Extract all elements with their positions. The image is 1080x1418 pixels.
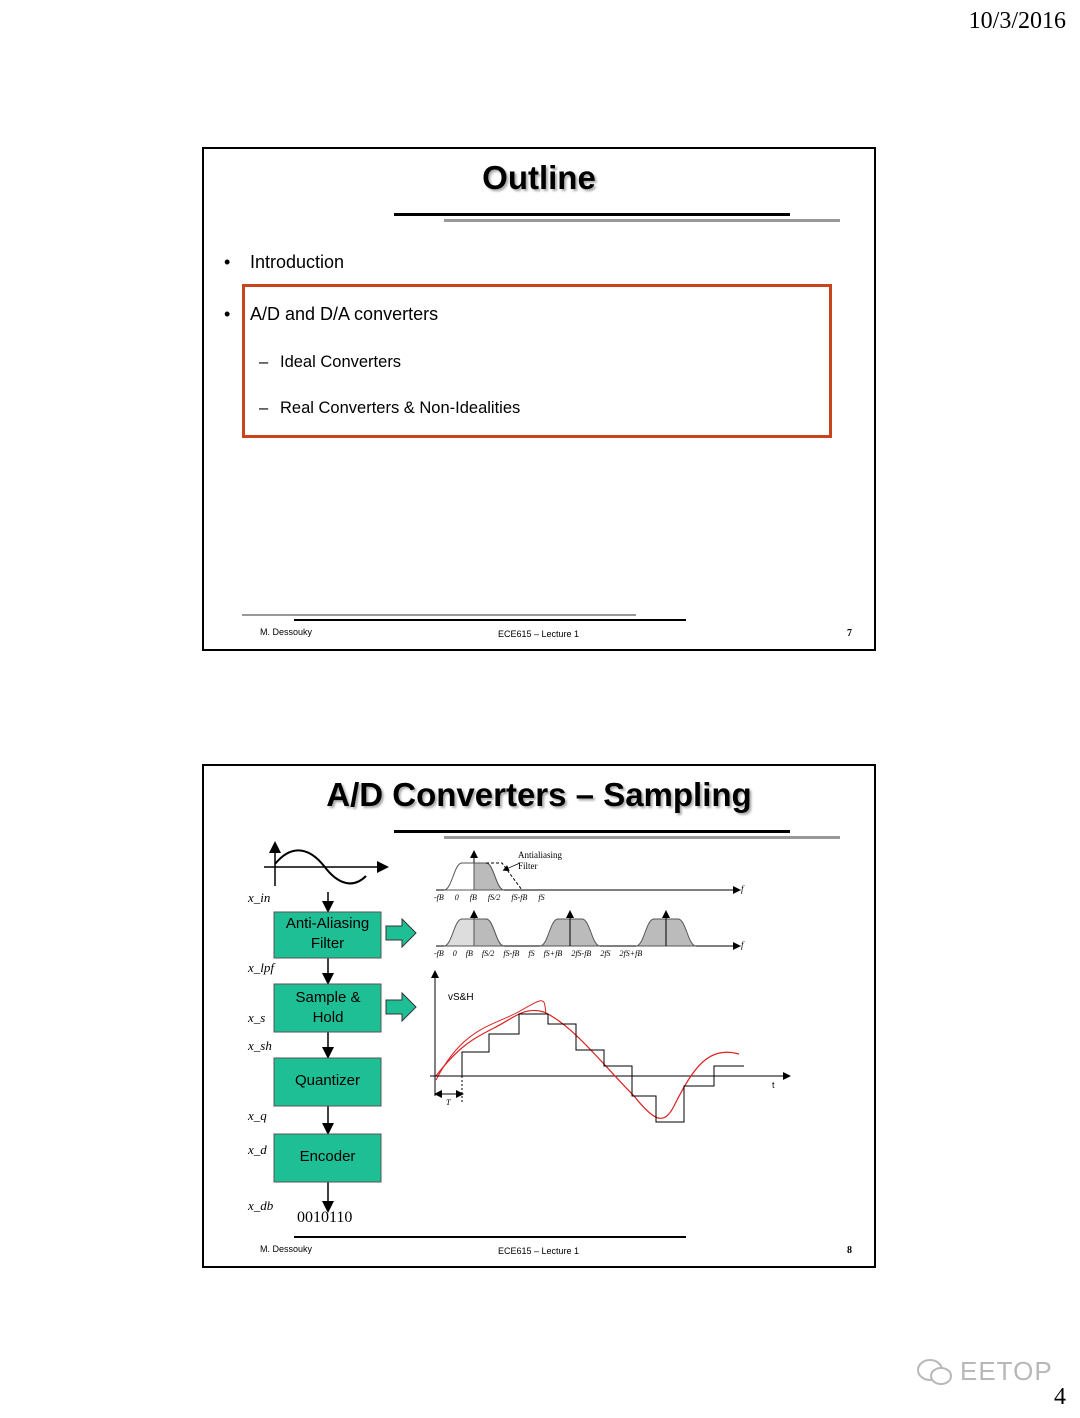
encoder-label: Encoder	[299, 1148, 356, 1165]
quantizer-label: Quantizer	[294, 1072, 361, 1089]
slide-number: 7	[847, 628, 852, 639]
page-date: 10/3/2016	[968, 8, 1066, 34]
title-underline	[394, 213, 790, 216]
bullet-mark: •	[224, 252, 231, 272]
sample-hold-label: Sample & Hold	[295, 989, 361, 1026]
page-number: 4	[1054, 1384, 1066, 1410]
slide-title: Outline	[482, 159, 596, 196]
spectrum-top-ticks: -fB 0 fB fS/2 fS-fB fS	[434, 893, 545, 902]
signal-xsh: x_sh	[248, 1038, 272, 1053]
signal-xd: x_d	[248, 1142, 267, 1157]
footer-line	[294, 619, 686, 621]
footer-author: M. Dessouky	[260, 627, 313, 637]
anti-aliasing-label: Anti-Aliasing Filter	[285, 915, 370, 952]
slide-sampling	[202, 764, 876, 1268]
slide-title: A/D Converters – Sampling	[326, 776, 752, 813]
highlight-box	[242, 284, 832, 438]
spectrum-bottom-ticks: -fB 0 fB fS/2 fS-fB fS fS+fB 2fS-fB 2fS 2fS+fB	[434, 949, 643, 958]
signal-xs: x_s	[248, 1010, 266, 1025]
input-waveform-icon	[264, 844, 386, 886]
sh-xlabel: t	[772, 1080, 775, 1090]
arrow-right-icon	[386, 993, 416, 1021]
sh-ylabel: vS&H	[448, 992, 474, 1003]
subbullet-real: Real Converters & Non-Idealities	[280, 399, 521, 417]
bullet-introduction: Introduction	[250, 252, 345, 272]
footer-line-shadow	[242, 614, 636, 616]
footer-line	[294, 1236, 686, 1238]
antialiasing-annotation: Antialiasing Filter	[518, 850, 562, 871]
signal-xin: x_in	[248, 890, 271, 905]
footer-course: ECE615 – Lecture 1	[498, 629, 580, 639]
output-code: 0010110	[297, 1209, 353, 1226]
slide-number: 8	[847, 1245, 852, 1256]
spectrum-top	[436, 852, 745, 894]
spectrum-bottom	[436, 912, 745, 950]
watermark-text: EETOP	[960, 1356, 1053, 1386]
sample-hold-plot	[430, 972, 789, 1122]
sh-period: T	[446, 1098, 451, 1107]
signal-xlpf: x_lpf	[248, 960, 274, 975]
arrow-right-icon	[386, 919, 416, 947]
bullet-mark: •	[224, 304, 231, 324]
footer-course: ECE615 – Lecture 1	[498, 1246, 580, 1256]
watermark	[916, 1356, 1053, 1387]
wechat-icon	[916, 1357, 954, 1387]
dash-mark: –	[259, 399, 269, 417]
footer-author: M. Dessouky	[260, 1244, 313, 1254]
svg-text:f: f	[741, 940, 744, 950]
bullet-converters: A/D and D/A converters	[250, 304, 439, 324]
subbullet-ideal: Ideal Converters	[280, 353, 402, 371]
slide-outline	[202, 147, 876, 651]
dash-mark: –	[259, 353, 269, 371]
title-underline-shadow	[444, 219, 840, 222]
svg-text:f: f	[741, 884, 744, 894]
signal-xdb: x_db	[248, 1198, 274, 1213]
signal-xq: x_q	[248, 1108, 267, 1123]
